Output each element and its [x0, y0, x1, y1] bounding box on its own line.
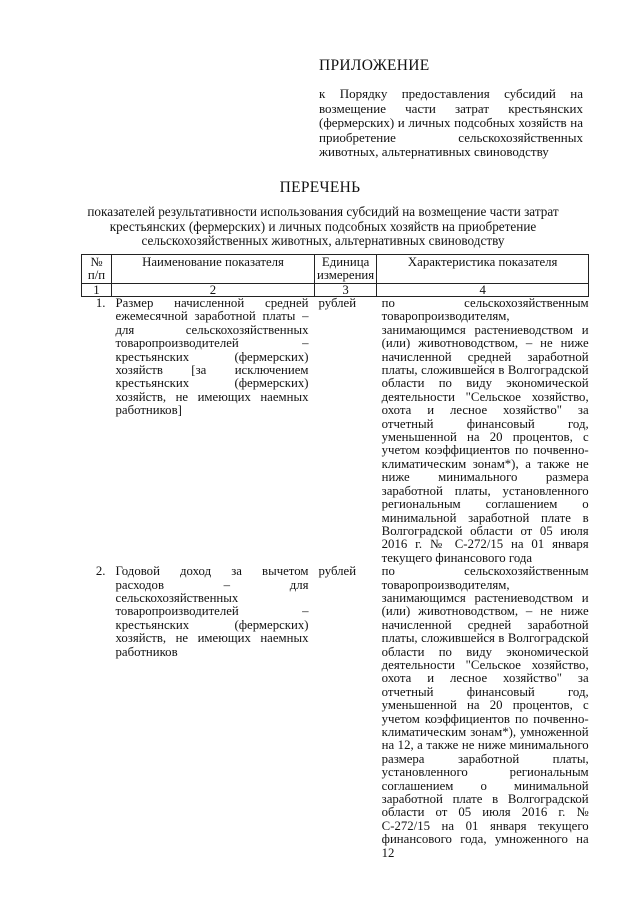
- header-number: № п/п: [82, 255, 112, 284]
- row-index: 2.: [95, 564, 106, 579]
- header-description: Характеристика показателя: [377, 255, 589, 284]
- indicators-table: [81, 254, 589, 860]
- column-number: 4: [377, 284, 589, 297]
- header-name: Наименование показателя: [112, 255, 315, 284]
- row-description: по сельскохозяйственным товаропроизводителям, занимающимся растениеводством и (или) животноводством, – не ниже начисленной средней заработной платы, сложившейся в Волгоградской области по виду экономической деятельности "Сельское хозяйство, охота и лесное хозяйство" за отчетный финансовый год, уменьшенной на 20 процентов, с учетом коэффициентов по почвенно-климатическим зонам*), умноженной на 12, а также не ниже минимального размера заработной платы, установленного региональным соглашением о минимальной заработной плате в Волгоградской области от 05 июля 2016 г. № С-272/15 на 01 января текущего финансового года, умноженного на 12: [381, 564, 589, 860]
- row-description: по сельскохозяйственным товаропроизводителям, занимающимся растениеводством и (или) животноводством, – не ниже начисленной средней заработной платы, сложившейся в Волгоградской области по виду экономической деятельности "Сельское хозяйство, охота и лесное хозяйство" за отчетный финансовый год, уменьшенной на 20 процентов, с учетом коэффициентов по почвенно-климатическим зонам*), а также не ниже минимального размера заработной платы, установленного региональным соглашением о минимальной заработной плате в Волгоградской области от 05 июля 2016 г. № С-272/15 на 01 января текущего финансового года: [381, 296, 589, 565]
- column-number: 1: [82, 284, 112, 297]
- row-index: 1.: [95, 296, 106, 310]
- row-unit: рублей: [318, 564, 357, 579]
- row-name: Годовой доход за вычетом расходов – для сельскохозяйственных товаропроизводителей – крестьянских (фермерских) хозяйств, не имеющих наемных работников: [115, 564, 309, 659]
- column-number: 2: [112, 284, 315, 297]
- column-number: 3: [315, 284, 377, 297]
- row-name: Размер начисленной средней ежемесячной заработной платы – для сельскохозяйственных товаропроизводителей – крестьянских (фермерских) хозяйств [за исключением крестьянских (фермерских) хозяйств, не имеющих наемных работников]: [115, 296, 309, 418]
- list-title: ПЕРЕЧЕНЬ: [279, 179, 361, 196]
- appendix-text: к Порядку предоставления субсидий на возмещение части затрат крестьянских (фермерских) и личных подсобных хозяйств на приобретение сельскохозяйственных животных, альтернативных свиноводству: [319, 86, 583, 159]
- table-column-number-row: [82, 284, 589, 297]
- table-row: [82, 565, 589, 860]
- table-row: [82, 297, 589, 566]
- list-subtitle: показателей результативности использования субсидий на возмещение части затрат крестьянских (фермерских) и личных подсобных хозяйств на приобретение сельскохозяйственных животных, альтернативных свиноводству: [87, 204, 559, 248]
- table-header-row: [82, 255, 589, 284]
- appendix-block: [319, 56, 583, 160]
- header-unit: Единица измерения: [315, 255, 377, 284]
- appendix-title: ПРИЛОЖЕНИЕ: [319, 57, 430, 74]
- row-unit: рублей: [318, 296, 357, 310]
